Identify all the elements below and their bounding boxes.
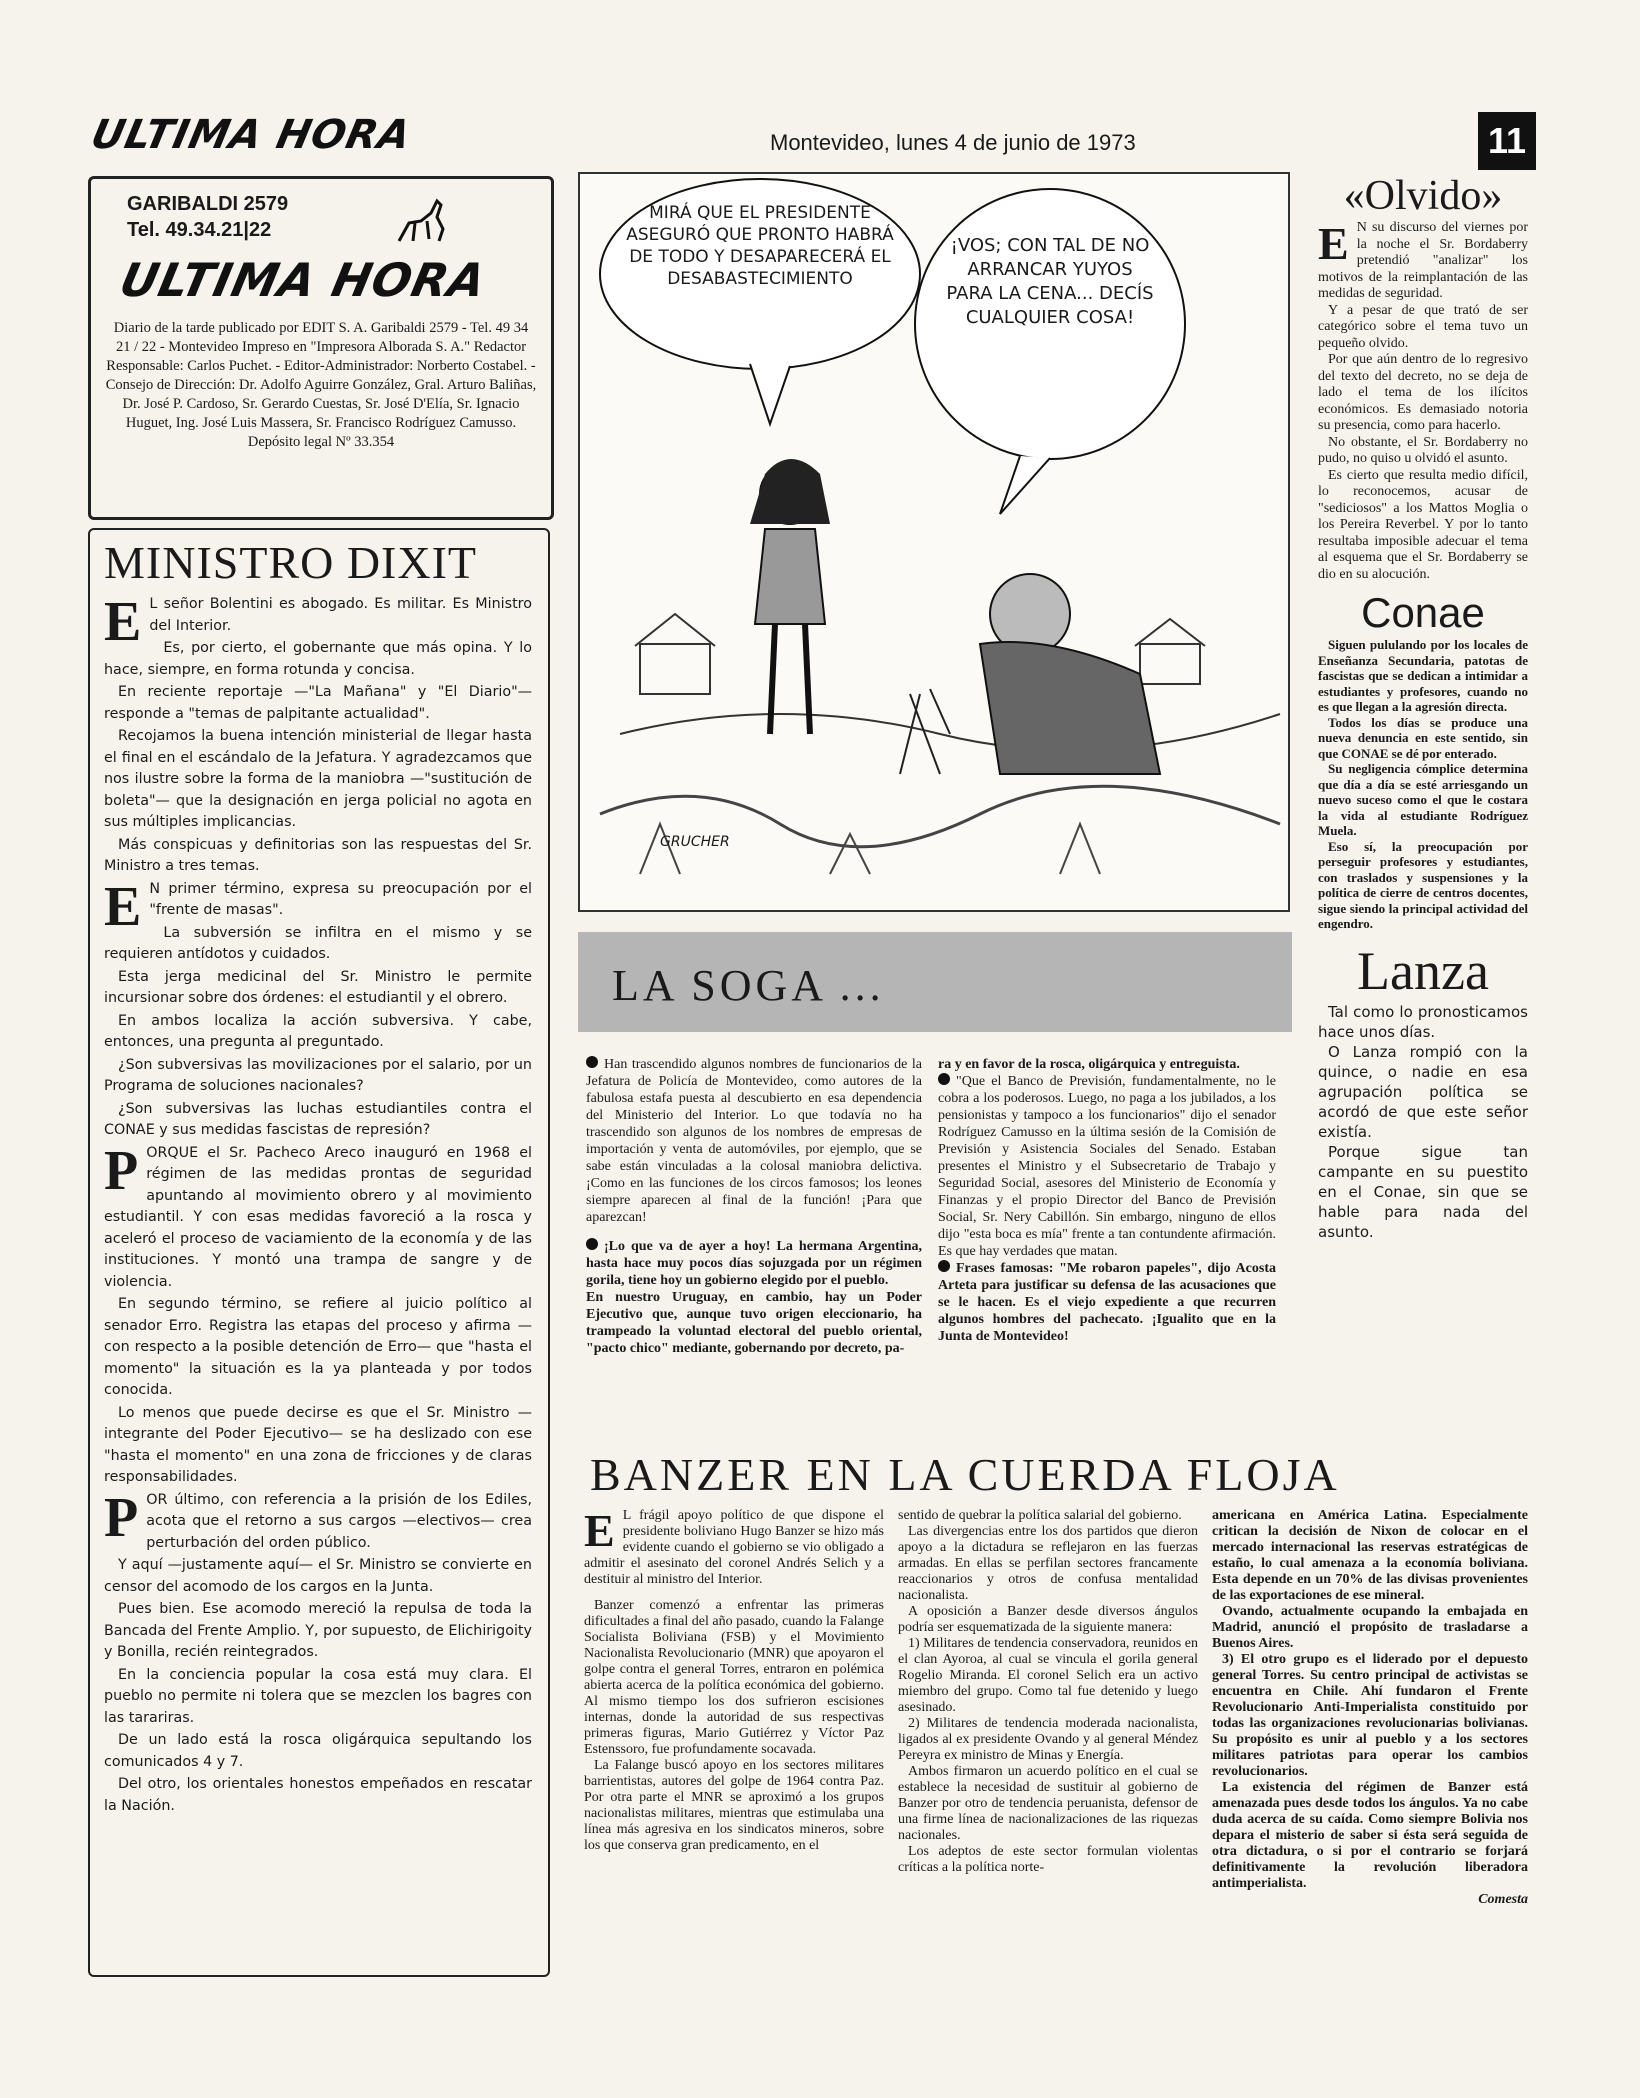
speech-bubble-right: ¡VOS; CON TAL DE NO ARRANCAR YUYOS PARA LA CENA... DECÍS CUALQUIER COSA! bbox=[946, 235, 1154, 328]
paragraph: N primer término, expresa su preocupación por el "frente de masas". bbox=[149, 880, 532, 918]
paragraph: Y a pesar de que trató de ser categórico sobre el tema tuvo un pequeño olvido. bbox=[1318, 302, 1528, 351]
paragraph: Es, por cierto, el gobernante que más opina. Y lo hace, siempre, en forma rotunda y concisa. bbox=[104, 640, 532, 678]
conae-title: Conae bbox=[1361, 589, 1485, 636]
banzer-headline: BANZER EN LA CUERDA FLOJA bbox=[590, 1449, 1340, 1500]
paragraph: O Lanza rompió con la quince, o nadie en esa agrupación política se acordó de que este señor existía. bbox=[1318, 1042, 1528, 1141]
drop-cap: P bbox=[104, 1139, 139, 1202]
banzer-column-3 bbox=[1212, 1508, 1528, 1978]
soga-column-2 bbox=[938, 1056, 1276, 1416]
paragraph: Del otro, los orientales honestos empeñados en rescatar la Nación. bbox=[104, 1776, 532, 1814]
paragraph: La subversión se infiltra en el mismo y se requieren antídotos y cuidados. bbox=[104, 924, 532, 962]
soga-item: Han trascendido algunos nombres de funcionarios de la Jefatura de Policía de Montevideo, como autores de la fabulosa estafa puesta al descubierto en esa dependencia del Ministerio del Interior. Lo que todavía no ha trascendido son algunos de los nombres de empresas de importación y venta de automóviles, por ejemplo, que se sabe están vinculadas a la colosal maniobra delictiva. ¡Como en las funciones de los circos famosos; los leones siempre aparecen al final de la función! ¡Para que aparezcan! bbox=[586, 1057, 922, 1225]
paragraph: Es cierto que resulta medio difícil, lo reconocemos, acusar de "sediciosos" a los Mattos Moglia o los Pereira Reverbel. Y por lo tanto resultaba imposible adecuar el tema al esquema que el Sr. Bordaberry se dio en su alocución. bbox=[1318, 467, 1528, 582]
paragraph: Eso sí, la preocupación por perseguir profesores y estudiantes, con traslados y suspensiones y la política de cierre de centros docentes, sigue siendo la principal actividad del engendro. bbox=[1318, 838, 1528, 931]
paragraph: Recojamos la buena intención ministerial de llegar hasta el final en el escándalo de la Jefatura. Y agradezcamos que nos ilustre sobre la forma de la maniobra —"sustitución de boleta"— que la designación en jerga policial no agota en sus múltiples implicancias. bbox=[104, 728, 532, 830]
paragraph: La Falange buscó apoyo en los sectores militares barrientistas, autores del golpe de 1964 contra Paz. Por otra parte el MNR se aproximó a los grupos nacionalistas militares, mientras que estimulaba una línea más agresiva en los sindicatos mineros, sobre los que conserva gran predicamento, en el bbox=[584, 1758, 884, 1853]
paragraph: Las divergencias entre los dos partidos que dieron apoyo a la dictadura se reflejaron en las fuerzas armadas. En ellas se perfilan sectores francamente reaccionarios y otros de confusa mentalidad nacionalista. bbox=[898, 1524, 1198, 1603]
infobox-staff-text: Diario de la tarde publicado por EDIT S. A. Garibaldi 2579 - Tel. 49 34 21 / 22 - Montevideo Impreso en "Impresora Alborada S. A." Redactor Responsable: Carlos Puchet. - Editor-Administrador: Norberto Costabel. - Consejo de Dirección: Dr. Adolfo Aguirre González, Gral. Arturo Baliñas, Dr. José P. Cardoso, Sr. Gerardo Cuestas, Sr. José D'Elía, Sr. Ignacio Huguet, Ing. José Luis Massera, Sr. Francisco Rodríguez Camusso. bbox=[105, 320, 537, 431]
paragraph: OR último, con referencia a la prisión de los Ediles, acota que el retorno a sus cargos —electivos— crea perturbación del orden público. bbox=[146, 1491, 532, 1551]
paragraph: N su discurso del viernes por la noche el Sr. Bordaberry pretendió "analizar" los motivos de la reimplantación de las medidas de seguridad. bbox=[1318, 220, 1528, 301]
lanza-body bbox=[1318, 1002, 1528, 1242]
paragraph: En ambos localiza la acción subversiva. Y cabe, entonces, una pregunta al preguntado. bbox=[104, 1012, 532, 1050]
paragraph: Los adeptos de este sector formulan violentas críticas a la política norte- bbox=[898, 1844, 1198, 1875]
paragraph: En la conciencia popular la cosa está muy clara. El pueblo no permite ni tolera que se mezclen los bagres con las tarariras. bbox=[104, 1666, 532, 1726]
paragraph: En segundo término, se refiere al juicio político al senador Erro. Registra las etapas del proceso y afirma —con respecto a la posible detención de Erro— que "hasta el momento" la situación es la ya planteada y por todos conocida. bbox=[104, 1296, 532, 1398]
right-column bbox=[1318, 172, 1528, 1242]
ministro-body bbox=[104, 594, 532, 1964]
drop-cap: E bbox=[584, 1508, 615, 1556]
byline: Comesta bbox=[1478, 1892, 1528, 1907]
soga-title: LA SOGA ... bbox=[612, 961, 885, 1010]
soga-item: ra y en favor de la rosca, oligárquica y entreguista. bbox=[938, 1057, 1240, 1072]
soga-column-1 bbox=[586, 1056, 922, 1416]
masthead-logo: ULTIMA HORA bbox=[87, 112, 416, 158]
paragraph: americana en América Latina. Especialmente critican la decisión de Nixon de colocar en el mercado internacional las reservas estratégicas de estaño, lo cual amenaza a la economía boliviana. Esta depende en un 70% de las divisas provenientes de las exportaciones de ese mineral. bbox=[1212, 1508, 1528, 1603]
paragraph: No obstante, el Sr. Bordaberry no pudo, no quiso u olvidó el asunto. bbox=[1318, 434, 1528, 466]
conae-body bbox=[1318, 637, 1528, 932]
paragraph: Todos los días se produce una nueva denuncia en este sentido, sin que CONAE se dé por enterado. bbox=[1318, 714, 1528, 761]
paragraph: L señor Bolentini es abogado. Es militar. Es Ministro del Interior. bbox=[149, 596, 532, 634]
paragraph: Ovando, actualmente ocupando la embajada en Madrid, anunció el propósito de trasladarse a Buenos Aires. bbox=[1212, 1604, 1528, 1651]
bullet-icon bbox=[938, 1073, 950, 1085]
drop-cap: E bbox=[104, 594, 142, 653]
paragraph: ORQUE el Sr. Pacheco Areco inauguró en 1968 el régimen de las medidas prontas de seguridad apuntando al movimiento obrero y al movimiento estudiantil. Y con esas medidas favoreció a la rosca y aceleró el proceso de vaciamiento de la economía y de las instituciones. Y montó una trampa de sangre y de violencia. bbox=[104, 1144, 532, 1290]
paragraph: Más conspicuas y definitorias son las respuestas del Sr. Ministro a tres temas. bbox=[104, 836, 532, 874]
paragraph: Siguen pululando por los locales de Enseñanza Secundaria, patotas de fascistas que se dedican a intimidar a estudiantes y profesores, cuando no es que llegan a la agresión directa. bbox=[1318, 637, 1528, 714]
paragraph: 2) Militares de tendencia moderada nacionalista, ligados al ex presidente Ovando y al general Méndez Pereyra ex ministro de Minas y Energía. bbox=[898, 1716, 1198, 1763]
bullet-icon bbox=[586, 1238, 598, 1250]
soga-item: Frases famosas: "Me robaron papeles", dijo Acosta Arteta para justificar su defensa de las acusaciones que se le hacen. Es el viejo expediente a que recurren algunos hombres del pachecato. ¡Igualito que en la Junta de Montevideo! bbox=[938, 1261, 1276, 1344]
page-number: 11 bbox=[1478, 112, 1536, 170]
lanza-title: Lanza bbox=[1357, 940, 1489, 1001]
soga-item: En nuestro Uruguay, en cambio, hay un Poder Ejecutivo que, aunque tuvo origen eleccionario, ha trampeado la voluntad electoral del pueblo oriental, "pacto chico" mediante, gobernando por decreto, pa- bbox=[586, 1290, 922, 1356]
paragraph: L frágil apoyo político de que dispone el presidente boliviano Hugo Banzer se hizo más evidente cuando el gobierno se vio obligado a admitir el asesinato del coronel Andrés Selich y a destituir al ministro del Interior. bbox=[584, 1508, 884, 1587]
speech-bubble-left: MIRÁ QUE EL PRESIDENTE ASEGURÓ QUE PRONTO HABRÁ DE TODO Y DESAPARECERÁ EL DESABASTECIMIENTO bbox=[626, 203, 894, 289]
cartoon-signature: GRUCHER bbox=[660, 834, 730, 850]
paragraph: A oposición a Banzer desde diversos ángulos podría ser esquematizada de la siguiente manera: bbox=[898, 1604, 1198, 1635]
paragraph: 1) Militares de tendencia conservadora, reunidos en el clan Ayoroa, al cual se vincula el gorila general Rogelio Miranda. El coronel Selich era un activo miembro del grupo. Como tal fue detenido y luego asesinado. bbox=[898, 1636, 1198, 1715]
paragraph: ¿Son subversivas las movilizaciones por el salario, por un Programa de soluciones nacionales? bbox=[104, 1056, 532, 1094]
ministro-headline: MINISTRO DIXIT bbox=[104, 537, 478, 588]
paragraph: ¿Son subversivas las luchas estudiantiles contra el CONAE y sus medidas fascistas de represión? bbox=[104, 1100, 532, 1138]
ministro-dixit-article bbox=[88, 528, 550, 1977]
olvido-body bbox=[1318, 220, 1528, 583]
paragraph: Ambos firmaron un acuerdo político en el cual se establece la necesidad de sustituir al gobierno de Banzer por otro de tendencia peruanista, defensor de una firme línea de nacionalizaciones de las riquezas nacionales. bbox=[898, 1764, 1198, 1843]
paragraph: Por que aún dentro de lo regresivo del texto del decreto, no se deja de lado el tema de los ilícitos económicos. Es demasiado notoria su presencia, como para hacerlo. bbox=[1318, 352, 1528, 433]
infobox-deposito: Depósito legal Nº 33.354 bbox=[247, 434, 395, 450]
infobox-address-block bbox=[127, 191, 288, 243]
dateline: Montevideo, lunes 4 de junio de 1973 bbox=[770, 130, 1136, 155]
banzer-column-1 bbox=[584, 1508, 884, 1978]
banzer-column-2 bbox=[898, 1508, 1198, 1978]
olvido-title: «Olvido» bbox=[1343, 173, 1503, 219]
paragraph: Esta jerga medicinal del Sr. Ministro le permite incursionar sobre dos órdenes: el estudiantil y el obrero. bbox=[104, 968, 532, 1006]
bullet-icon bbox=[586, 1056, 598, 1068]
paragraph: Porque sigue tan campante en su puestito en el Conae, sin que se hable para nada del asunto. bbox=[1318, 1142, 1528, 1241]
drop-cap: E bbox=[1318, 218, 1349, 269]
paragraph: De un lado está la rosca oligárquica sepultando los comunicados 4 y 7. bbox=[104, 1732, 532, 1770]
paragraph: 3) El otro grupo es el liderado por el depuesto general Torres. Su centro principal de activistas se encuentra en Chile. Ahí fundaron el Frente Revolucionario Anti-Imperialista constituido por todas las organizaciones revolucionarias bolivianas. Su propósito es unir al pueblo y a los sectores militares patriotas para operar los cambios revolucionarios. bbox=[1212, 1652, 1528, 1779]
paragraph: Banzer comenzó a enfrentar las primeras dificultades a final del año pasado, cuando la Falange Socialista Boliviana (FSB) y el Movimiento Nacionalista Revolucionario (MNR) que apoyaron el golpe contra el general Torres, entraron en polémica abierta acerca de la política económica del gobierno. Al mismo tiempo los dos sufrieron escisiones internas, donde la autoridad de sus respectivas primeras figuras, Mario Gutiérrez y Víctor Paz Estenssoro, fue profundamente socavada. bbox=[584, 1598, 884, 1757]
paragraph: sentido de quebrar la política salarial del gobierno. bbox=[898, 1508, 1182, 1523]
infobox-phone: Tel. 49.34.21|22 bbox=[127, 219, 272, 241]
paragraph: Pues bien. Ese acomodo mereció la repulsa de toda la Bancada del Frente Amplio. Y, por supuesto, de Elichirigoity y Bonilla, recién reintegrados. bbox=[104, 1601, 532, 1660]
drop-cap: P bbox=[104, 1486, 139, 1549]
publisher-infobox bbox=[88, 176, 554, 520]
paragraph: La existencia del régimen de Banzer está amenazada pues desde todos los ángulos. Ya no cabe duda acerca de su caída. Como siempre Bolivia nos depara el misterio de saber si ésta será seguida de otra dictadura, o si por el contrario se forjará definitivamente la revolución liberadora antimperialista. bbox=[1212, 1780, 1528, 1891]
paragraph: Y aquí —justamente aquí— el Sr. Ministro se convierte en censor del acomodo de los cargos en la Junta. bbox=[104, 1557, 532, 1595]
paragraph: Tal como lo pronosticamos hace unos días. bbox=[1318, 1002, 1528, 1041]
horse-rider-icon bbox=[391, 193, 455, 249]
bullet-icon bbox=[938, 1260, 950, 1272]
drop-cap: E bbox=[104, 875, 142, 938]
infobox-credits bbox=[105, 319, 537, 452]
editorial-cartoon bbox=[578, 172, 1290, 912]
infobox-address: GARIBALDI 2579 bbox=[127, 193, 289, 215]
infobox-logo: ULTIMA HORA bbox=[115, 253, 492, 307]
paragraph: Su negligencia cómplice determina que día a día se esté arriesgando un nuevo suceso como el que le costara la vida al estudiante Rodríguez Muela. bbox=[1318, 761, 1528, 838]
paragraph: Lo menos que puede decirse es que el Sr. Ministro —integrante del Poder Ejecutivo— se ha deslizado con ese "hasta el momento" en una zona de fricciones y de claras responsabilidades. bbox=[104, 1404, 532, 1485]
paragraph: En reciente reportaje —"La Mañana" y "El Diario"— responde a "temas de palpitante actualidad". bbox=[104, 684, 532, 722]
soga-item: "Que el Banco de Previsión, fundamentalmente, no le cobra a los poderosos. Luego, no paga a los jubilados, a los pensionistas y tampoco a los funcionarios" dijo el senador Rodríguez Camusso en la última sesión de la Comisión de Previsión y Asistencia Sociales del Senado. Estaban presentes el Ministro y el Subsecretario de Trabajo y Seguridad Social, asesores del Ministerio de Economía y Finanzas y el propio Director del Banco de Previsión Social, Sr. Nery Cabillón. Sin embargo, ninguno de ellos dijo "esta boca es mía" frente a tan contundente afirmación. Es que hay verdades que matan. bbox=[938, 1074, 1276, 1259]
soga-item: ¡Lo que va de ayer a hoy! La hermana Argentina, hasta hace muy pocos días sojuzgada por un régimen gorila, tiene hoy un gobierno elegido por el pueblo. bbox=[586, 1239, 922, 1288]
